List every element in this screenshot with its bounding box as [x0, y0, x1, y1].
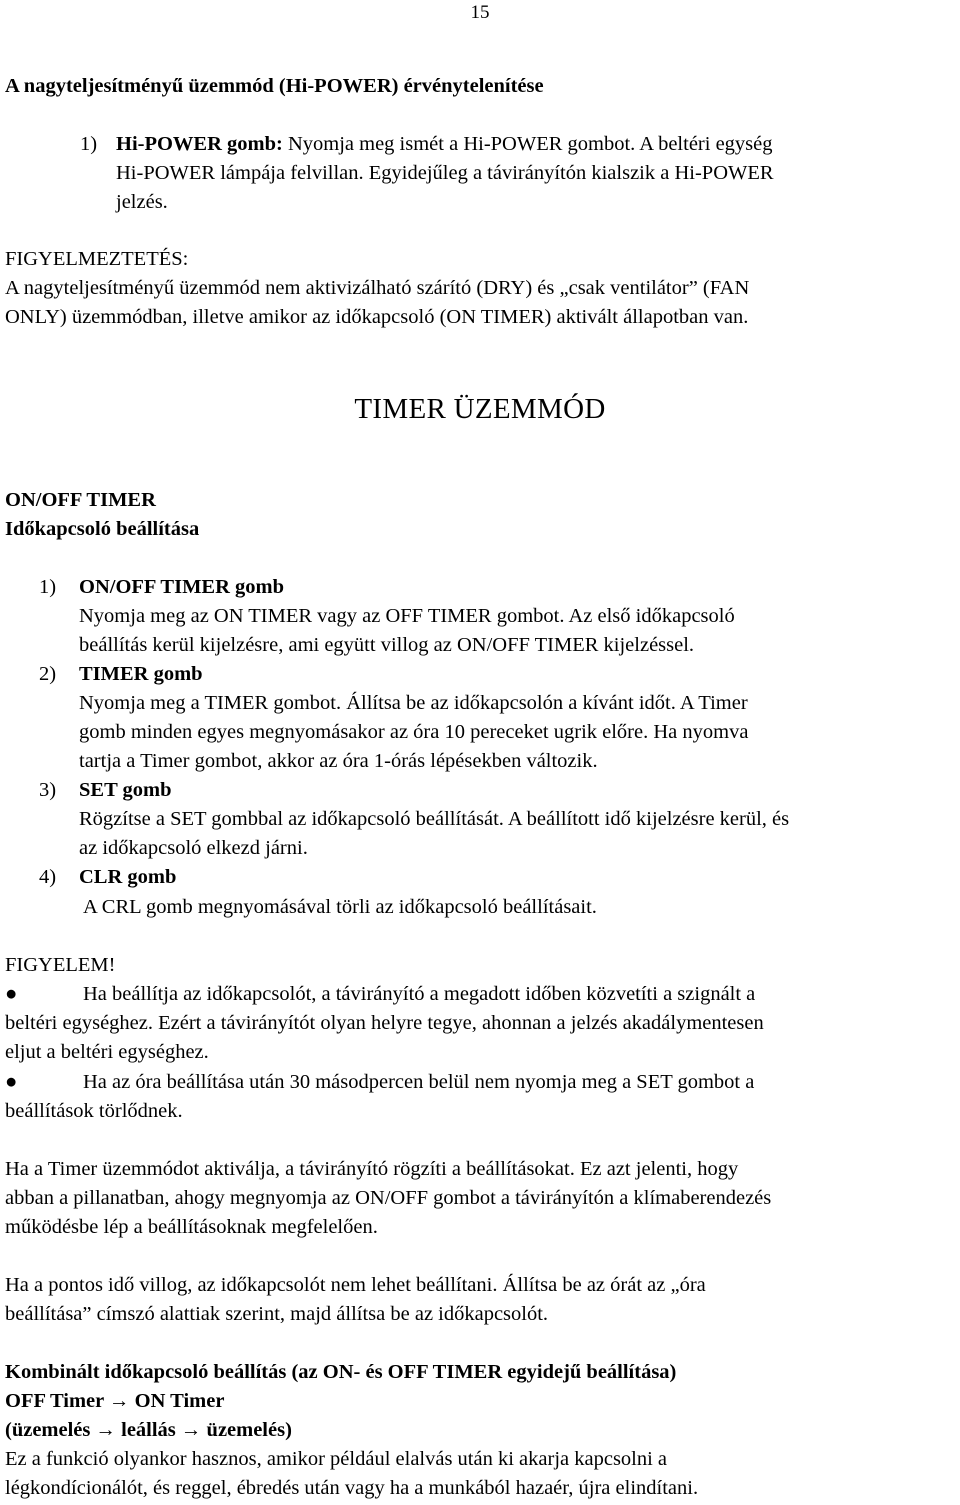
hipower-step: [80, 130, 956, 159]
bullet-2-line1: [5, 1068, 955, 1097]
step-2-line1: Nyomja meg a TIMER gombot. Állítsa be az időkapcsolón a kívánt időt. A Timer: [79, 692, 748, 714]
para-2-line2: beállítása” címszó alattiak szerint, majd állítsa be az időkapcsolót.: [5, 1303, 549, 1325]
para-1-line2: abban a pillanatban, ahogy megnyomja az ON/OFF gombot a távirányítón a klímaberendezés: [5, 1187, 772, 1209]
step-3-label: SET gomb: [79, 779, 172, 801]
step-1-label: ON/OFF TIMER gomb: [79, 576, 285, 598]
step-1-number: 1): [39, 576, 57, 598]
bullet-1-text: Ha beállítja az időkapcsolót, a távirányító a megadott időben közvetíti a szignált a: [83, 983, 756, 1005]
hipower-step-line3: jelzés.: [116, 191, 168, 213]
bullet-1-line3: eljut a beltéri egységhez.: [5, 1041, 209, 1063]
combined-heading: Kombinált időkapcsoló beállítás (az ON- és OFF TIMER egyidejű beállítása): [5, 1361, 677, 1383]
page-number: 15: [470, 2, 490, 23]
bullet-1-line2: beltéri egységhez. Ezért a távirányítót olyan helyre tegye, ahonnan a jelzés akadálymentesen: [5, 1012, 764, 1034]
page-title: TIMER ÜZEMMÓD: [354, 393, 606, 425]
combined-line2: légkondícionálót, és reggel, ébredés után vagy ha a munkából hazaér, újra elindítani.: [5, 1477, 699, 1499]
step-label: Hi-POWER gomb:: [116, 133, 283, 155]
step-2-line3: tartja a Timer gombot, akkor az óra 1-órás lépésekben változik.: [79, 750, 598, 772]
step-4-label: CLR gomb: [79, 866, 177, 888]
step-4-line1: A CRL gomb megnyomásával törli az időkapcsoló beállításait.: [79, 896, 597, 918]
step-1-line1: Nyomja meg az ON TIMER vagy az OFF TIMER gombot. Az első időkapcsoló: [79, 605, 735, 627]
warning-heading: FIGYELMEZTETÉS:: [5, 248, 189, 270]
bullet-2-text: Ha az óra beállítása után 30 másodpercen belül nem nyomja meg a SET gombot a: [83, 1071, 755, 1093]
bullet-dot-icon: ●: [5, 983, 18, 1005]
figyelem-heading: FIGYELEM!: [5, 954, 116, 976]
step-1-line2: beállítás kerül kijelzésre, ami együtt villog az ON/OFF TIMER kijelzéssel.: [79, 634, 695, 656]
onoff-heading: ON/OFF TIMER: [5, 489, 156, 511]
combined-subheading: OFF Timer → ON Timer: [5, 1390, 225, 1412]
step-2-label: TIMER gomb: [79, 663, 203, 685]
step-text: Nyomja meg ismét a Hi-POWER gombot. A beltéri egység: [282, 133, 773, 155]
combined-sequence: (üzemelés → leállás → üzemelés): [5, 1419, 292, 1441]
para-1-line3: működésbe lép a beállításoknak megfelelően.: [5, 1216, 378, 1238]
step-3-line1: Rögzítse a SET gombbal az időkapcsoló beállítását. A beállított idő kijelzésre kerül, és: [79, 808, 790, 830]
warning-line1: A nagyteljesítményű üzemmód nem aktivizálható szárító (DRY) és „csak ventilátor” (FAN: [5, 277, 750, 299]
warning-line2: ONLY) üzemmódban, illetve amikor az időkapcsoló (ON TIMER) aktivált állapotban van.: [5, 306, 749, 328]
bullet-2-line2: beállítások törlődnek.: [5, 1100, 183, 1122]
bullet-1-line1: [5, 980, 955, 1009]
step-3-line2: az időkapcsoló elkezd járni.: [79, 837, 308, 859]
step-2-line2: gomb minden egyes megnyomásakor az óra 10 pereceket ugrik előre. Ha nyomva: [79, 721, 749, 743]
step-4-number: 4): [39, 866, 57, 888]
bullet-dot-icon: ●: [5, 1071, 18, 1093]
section-heading-hipower: A nagyteljesítményű üzemmód (Hi-POWER) érvénytelenítése: [5, 75, 544, 97]
step-3-number: 3): [39, 779, 57, 801]
step-2-number: 2): [39, 663, 57, 685]
onoff-subheading: Időkapcsoló beállítása: [5, 518, 200, 540]
hipower-step-line2: Hi-POWER lámpája felvillan. Egyidejűleg a távirányítón kialszik a Hi-POWER: [116, 162, 774, 184]
step-number: 1): [80, 133, 98, 155]
combined-line1: Ez a funkció olyankor hasznos, amikor például elalvás után ki akarja kapcsolni a: [5, 1448, 668, 1470]
para-1-line1: Ha a Timer üzemmódot aktiválja, a távirányító rögzíti a beállításokat. Ez azt jelenti, hogy: [5, 1158, 739, 1180]
para-2-line1: Ha a pontos idő villog, az időkapcsolót nem lehet beállítani. Állítsa be az órát az „óra: [5, 1274, 706, 1296]
